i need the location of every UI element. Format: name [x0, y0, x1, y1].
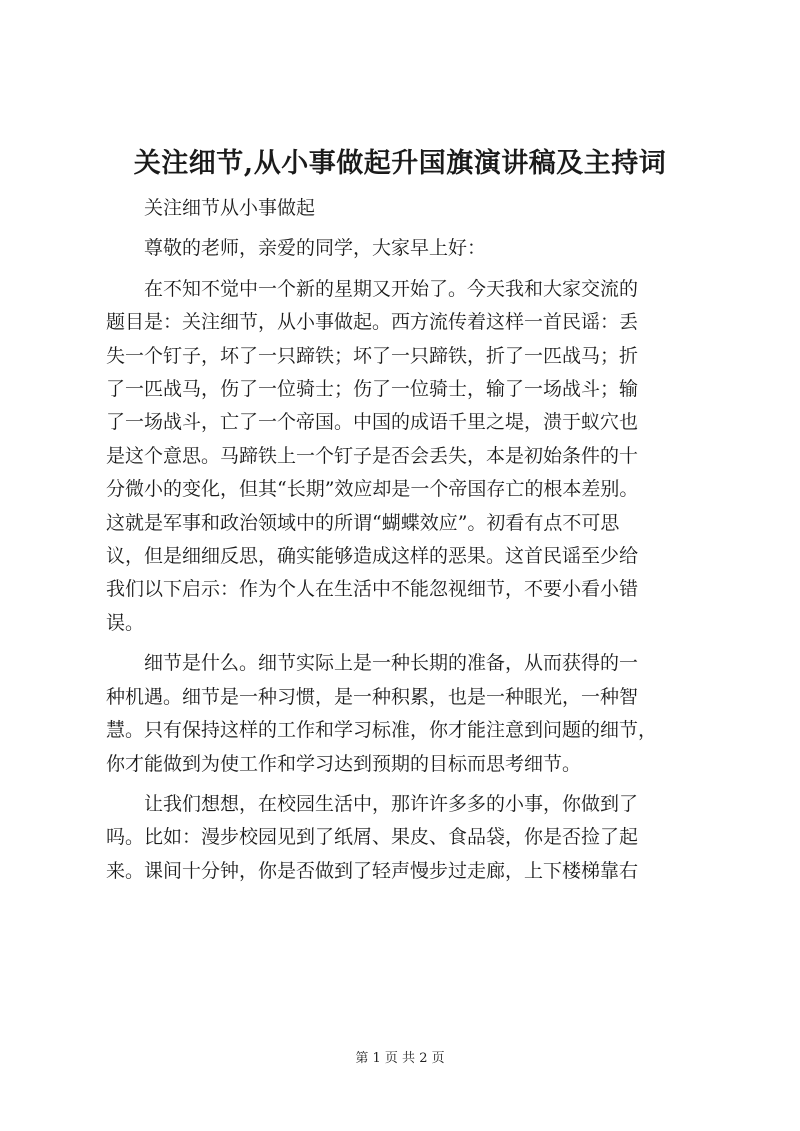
text-line: 关注细节从小事做起: [144, 197, 316, 219]
text-line: 分微小的变化，但其“长期”效应却是一个帝国存亡的根本差别。: [106, 478, 639, 501]
text-line: 失一个钉子，坏了一只蹄铁；坏了一只蹄铁，折了一匹战马；折: [106, 344, 639, 367]
paragraph-greeting: [106, 232, 700, 265]
text-line: 来。课间十分钟，你是否做到了轻声慢步过走廊，上下楼梯靠右: [106, 859, 639, 882]
paragraph-intro: [106, 273, 700, 640]
text-line: 这就是军事和政治领域中的所谓“蝴蝶效应”。初看有点不可思: [106, 511, 620, 534]
text-line: 尊敬的老师，亲爱的同学，大家早上好：: [144, 237, 487, 260]
text-line: 题目是：关注细节，从小事做起。西方流传着这样一首民谣：丢: [106, 311, 639, 334]
text-line: 是这个意思。马蹄铁上一个钉子是否会丢失，本是初始条件的十: [106, 444, 639, 467]
text-line: 了一场战斗，亡了一个帝国。中国的成语千里之堤，溃于蚁穴也: [106, 411, 639, 434]
text-line: 议，但是细细反思，确实能够造成这样的恶果。这首民谣至少给: [106, 545, 639, 568]
text-line: 让我们想想，在校园生活中，那许许多多的小事，你做到了: [144, 792, 639, 815]
text-line: 种机遇。细节是一种习惯，是一种积累，也是一种眼光，一种智: [106, 685, 639, 708]
document-title: 关注细节,从小事做起升国旗演讲稿及主持词: [133, 148, 667, 179]
document-body: [106, 192, 700, 895]
text-line: 我们以下启示：作为个人在生活中不能忽视细节，不要小看小错: [106, 578, 639, 601]
text-line: 吗。比如：漫步校园见到了纸屑、果皮、食品袋，你是否捡了起: [106, 826, 639, 849]
text-line: 慧。只有保持这样的工作和学习标准，你才能注意到问题的细节，: [106, 719, 658, 742]
text-line: 你才能做到为使工作和学习达到预期的目标而思考细节。: [106, 752, 582, 775]
paragraph-campus-life: [106, 788, 700, 888]
paragraph-subtitle: [106, 192, 700, 225]
text-line: 细节是什么。细节实际上是一种长期的准备，从而获得的一: [144, 652, 639, 675]
paragraph-detail-definition: [106, 647, 700, 781]
text-line: 了一匹战马，伤了一位骑士；伤了一位骑士，输了一场战斗；输: [106, 378, 639, 401]
text-line: 误。: [106, 611, 145, 634]
text-line: 在不知不觉中一个新的星期又开始了。今天我和大家交流的: [144, 277, 639, 300]
page-footer: 第 1 页 共 2 页: [355, 1051, 445, 1066]
